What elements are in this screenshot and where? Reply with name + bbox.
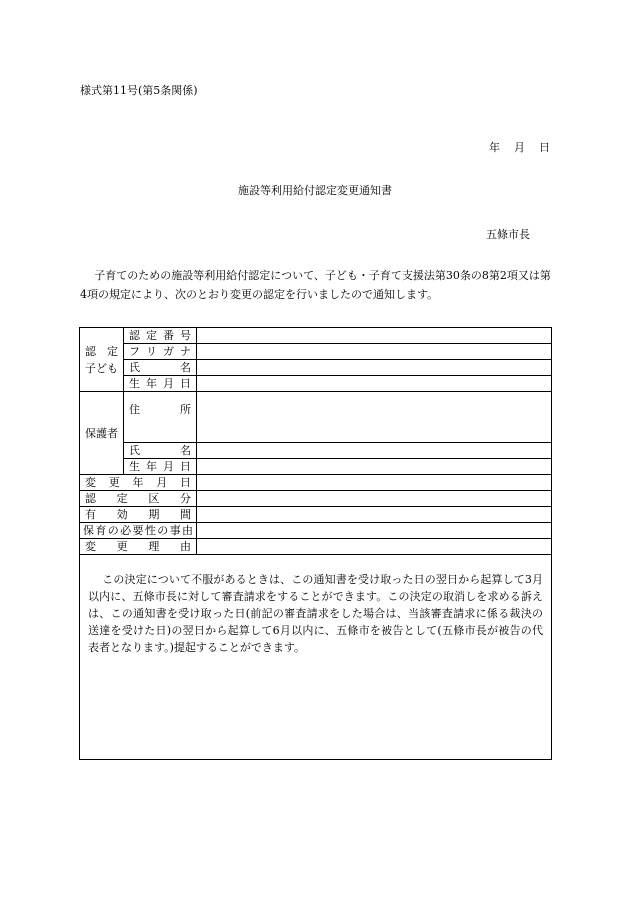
validity-period-label-cell: [80, 507, 197, 523]
care-need-reason-value[interactable]: [197, 523, 552, 539]
table-row: [80, 555, 552, 760]
guardian-group-label-text: 保護者: [85, 426, 118, 440]
date-year: 年: [489, 141, 500, 154]
issuer: 五條市長: [486, 228, 530, 241]
child-name-value[interactable]: [197, 360, 552, 376]
child-row-label: [124, 328, 197, 344]
table-row: [80, 475, 552, 491]
document-title: 施設等利用給付認定変更通知書: [238, 184, 392, 197]
care-need-reason-label: 保 育 の 必 要 性 の 事 由: [83, 523, 193, 537]
table-row: [80, 376, 552, 392]
intro-paragraph: 子育てのための施設等利用給付認定について、子ども・子育て支援法第30条の8第2項又は第4項の規定により、次のとおり変更の認定を行いましたので通知します。: [80, 269, 551, 301]
change-reason-value[interactable]: [197, 539, 552, 555]
child-group-label-line2: 子ども: [85, 361, 118, 375]
guardian-row-label: [124, 392, 197, 443]
child-group-label-line1: 認 定: [85, 344, 118, 358]
table-row: [80, 507, 552, 523]
guardian-group-label: [80, 392, 124, 475]
guardian-row-label: [124, 443, 197, 459]
child-row-label: [124, 376, 197, 392]
guardian-name-value[interactable]: [197, 443, 552, 459]
validity-period-label: 有 効 期 間: [85, 507, 191, 521]
child-furigana-value[interactable]: [197, 344, 552, 360]
certification-category-label: 認 定 区 分: [85, 491, 191, 505]
child-certification-number-value[interactable]: [197, 328, 552, 344]
child-group-label: [80, 328, 124, 392]
table-row: [80, 491, 552, 507]
form-number: 様式第11号(第5条関係): [80, 84, 198, 97]
date-day: 日: [539, 141, 550, 154]
table-row: [80, 459, 552, 475]
guardian-birthdate-value[interactable]: [197, 459, 552, 475]
change-reason-label: 変 更 理 由: [85, 539, 191, 553]
form-table: [79, 327, 552, 760]
table-row: [80, 344, 552, 360]
certification-category-value[interactable]: [197, 491, 552, 507]
table-row: [80, 523, 552, 539]
child-furigana-label: フ リ ガ ナ: [129, 344, 191, 358]
table-row: [80, 392, 552, 443]
date-month: 月: [514, 141, 525, 154]
change-date-label-cell: [80, 475, 197, 491]
child-name-label: 氏 名: [129, 360, 191, 374]
table-row: [80, 443, 552, 459]
guardian-address-label: 住 所: [129, 403, 191, 416]
guardian-birthdate-label: 生 年 月 日: [129, 459, 191, 473]
change-date-label: 変 更 年 月 日: [85, 475, 191, 489]
child-birthdate-label: 生 年 月 日: [129, 376, 191, 390]
change-date-value[interactable]: [197, 475, 552, 491]
change-reason-label-cell: [80, 539, 197, 555]
table-row: [80, 328, 552, 344]
appeal-notice-text: この決定について不服があるときは、この通知書を受け取った日の翌日から起算して3月以内に、五條市長に対して審査請求をすることができます。この決定の取消しを求める訴えは、この通知書を受け取った日(前記の審査請求をした場合は、当該審査請求に係る裁決の送達を受けた日)の翌日から起算して6月以内に、五條市を被告として(五條市長が被告の代表者となります。)提起することができます。: [88, 573, 543, 654]
validity-period-value[interactable]: [197, 507, 552, 523]
guardian-name-label: 氏 名: [129, 443, 191, 457]
child-row-label: [124, 344, 197, 360]
table-row: [80, 360, 552, 376]
child-row-label: [124, 360, 197, 376]
guardian-row-label: [124, 459, 197, 475]
certification-category-label-cell: [80, 491, 197, 507]
table-row: [80, 539, 552, 555]
appeal-notice-cell: [80, 555, 552, 760]
child-birthdate-value[interactable]: [197, 376, 552, 392]
guardian-address-value[interactable]: [197, 392, 552, 443]
care-need-reason-label-cell: [80, 523, 197, 539]
child-certification-number-label: 認 定 番 号: [129, 328, 191, 342]
date-line: [489, 139, 550, 155]
